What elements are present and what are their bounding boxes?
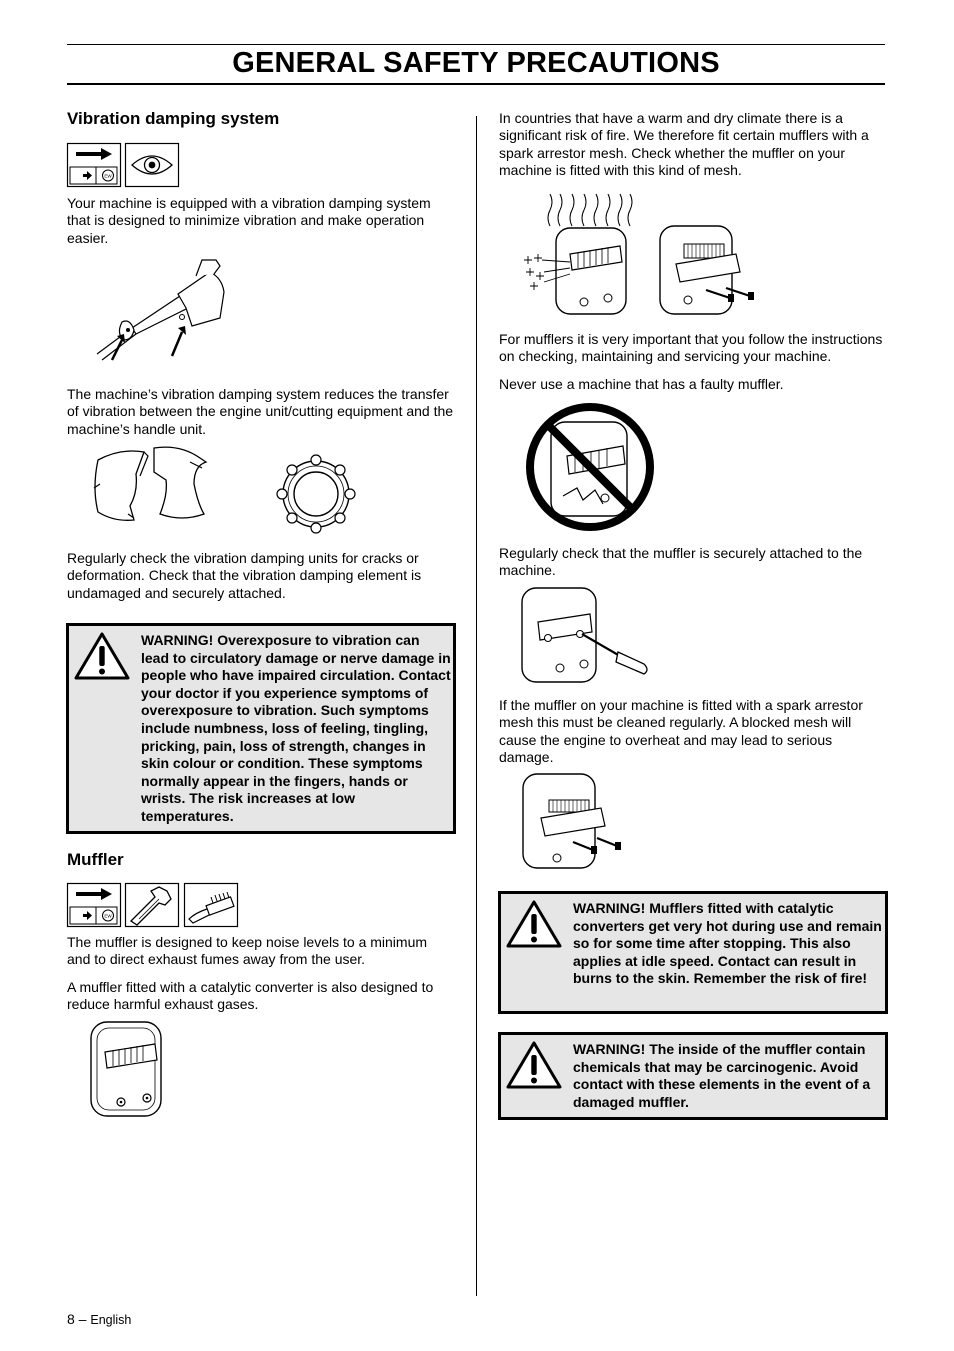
warning-triangle-icon (506, 1041, 562, 1089)
warning-triangle-icon (506, 900, 562, 948)
carcinogenic-warning-text: WARNING! The inside of the muffler contain chemicals that may be carcinogenic. Avoid contact with these elements in the event of a damaged muffler. (573, 1041, 871, 1110)
vibration-paragraph-3: Regularly check the vibration damping units for cracks or deformation. Check that the vibration damping element is undamaged and securely attached. (67, 550, 422, 601)
column-divider (476, 116, 477, 1296)
inspect-eye-icon (126, 144, 179, 187)
right-paragraph-4: Regularly check that the muffler is securely attached to the machine. (499, 545, 863, 579)
catalytic-warning-box (498, 891, 888, 1014)
right-paragraph-3: Never use a machine that has a faulty muffler. (499, 376, 784, 392)
carcinogenic-warning-box (498, 1032, 888, 1120)
vibration-heading: Vibration damping system (67, 109, 280, 128)
spark-arrestor-illustration (520, 190, 755, 318)
muffler-mesh-illustration (521, 770, 623, 874)
vibration-paragraph-1: Your machine is equipped with a vibration damping system that is designed to minimize vibration and make operation easier. (67, 195, 431, 246)
muffler-paragraph-2: A muffler fitted with a catalytic converter is also designed to reduce harmful exhaust gases. (67, 979, 434, 1013)
muffler-paragraph-1: The muffler is designed to keep noise levels to a minimum and to direct exhaust fumes away from the user. (67, 934, 428, 968)
reference-arrow-icon (68, 884, 121, 927)
page-title-bar (67, 44, 885, 85)
page-number: 8 – (67, 1311, 87, 1327)
brush-icon (185, 884, 238, 927)
vibration-shaft-illustration (92, 256, 232, 368)
muffler-heading: Muffler (67, 850, 124, 869)
heat-waves (548, 194, 632, 226)
damping-ring (277, 455, 355, 533)
muffler-screwdriver-illustration (520, 584, 652, 686)
muffler-icon-row (67, 883, 238, 927)
page-footer (67, 1311, 131, 1327)
reference-arrow-icon (68, 144, 121, 187)
footer-language: English (90, 1313, 132, 1327)
faulty-muffler-illustration (523, 400, 659, 534)
right-paragraph-2: For mufflers it is very important that you follow the instructions on checking, maintaining and servicing your machine. (499, 331, 883, 365)
damping-elements-illustration (90, 444, 360, 538)
svg-text:EW: EW (104, 913, 112, 919)
warning-triangle-icon (74, 632, 130, 680)
right-paragraph-5: If the muffler on your machine is fitted with a spark arrestor mesh this must be cleaned regularly. A blocked mesh will cause the engine to overheat and may lead to serious damage. (499, 697, 863, 766)
catalytic-warning-text: WARNING! Mufflers fitted with catalytic converters get very hot during use and remain so for some time after stopping. This also applies at idle speed. Contact can result in burns to the skin. Remember the risk of fire! (573, 900, 882, 987)
muffler-illustration (89, 1020, 169, 1120)
right-paragraph-1: In countries that have a warm and dry climate there is a significant risk of fire. We therefore fit certain mufflers with a spark arrestor mesh. Check whether the muffler on your machine is fitted with this kind of mesh. (499, 110, 869, 179)
vibration-icon-row (67, 143, 179, 187)
vibration-paragraph-2: The machine’s vibration damping system reduces the transfer of vibration between the engine unit/cutting equipment and the machine’s handle unit. (67, 386, 454, 437)
vibration-warning-box (66, 623, 456, 834)
vibration-warning-text: WARNING! Overexposure to vibration can lead to circulatory damage or nerve damage in people who have impaired circulation. Contact your doctor if you experience symptoms of overexposure to vibration. Such symptoms include numbness, loss of feeling, tingling, pricking, pain, loss of strength, changes in skin colour or condition. These symptoms normally appear in the fingers, hands or wrists. The risk increases at low temperatures. (141, 632, 451, 824)
svg-text:EW: EW (104, 173, 112, 179)
page-title: GENERAL SAFETY PRECAUTIONS (232, 47, 720, 79)
wrench-icon (126, 884, 179, 927)
